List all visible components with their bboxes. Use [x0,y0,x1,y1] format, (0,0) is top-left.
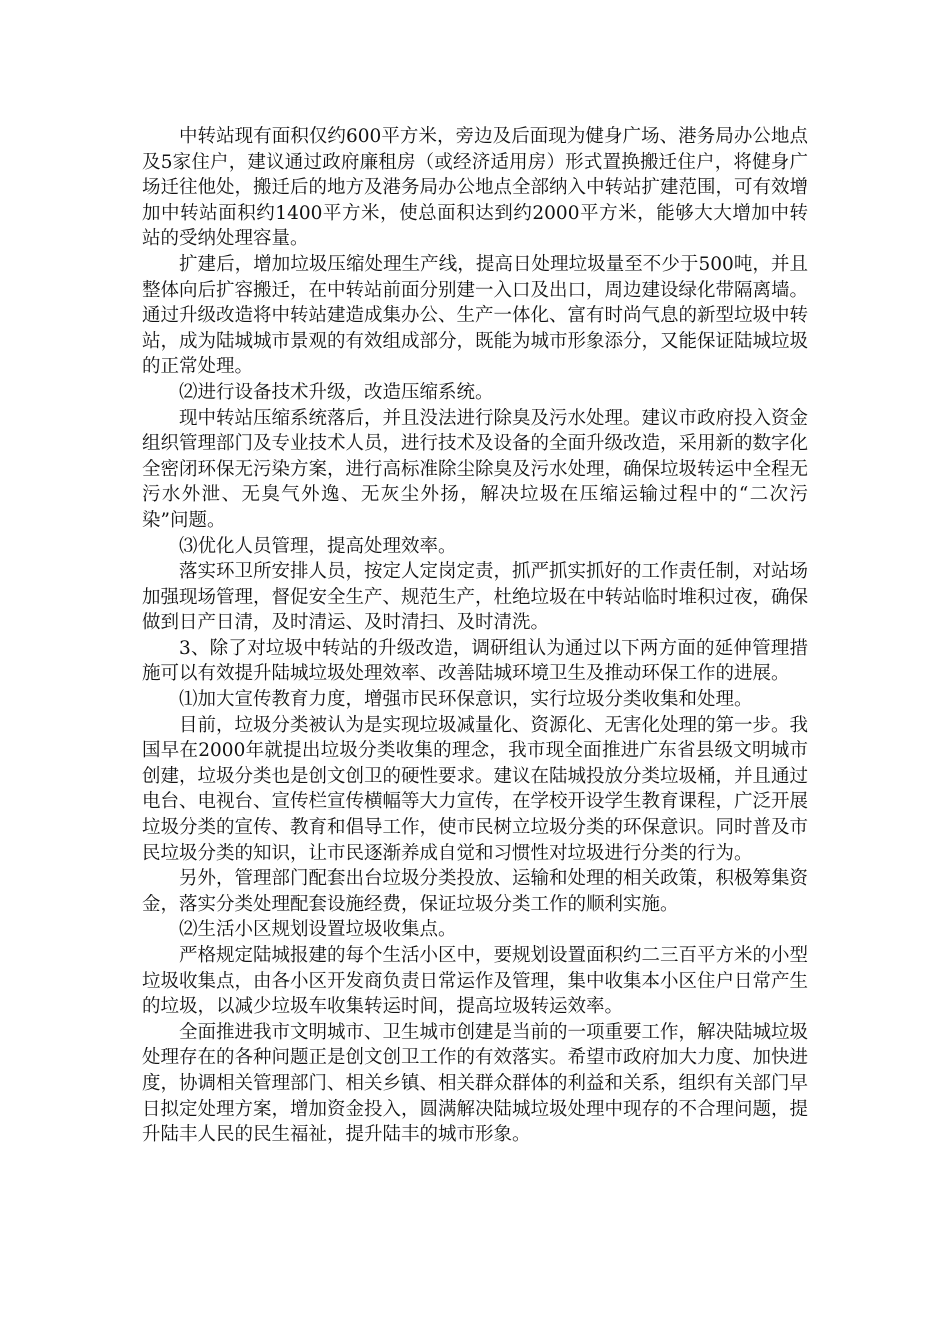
paragraph-policy-funding: 另外，管理部门配套出台垃圾分类投放、运输和处理的相关政策，积极筹集资金，落实分类处理配套设施经费，保证垃圾分类工作的顺利实施。 [142,868,809,915]
paragraph-collection-points: 严格规定陆城报建的每个生活小区中，要规划设置面积约二三百平方米的小型垃圾收集点，由各小区开发商负责日常运作及管理，集中收集本小区住户日常产生的垃圾，以减少垃圾车收集转运时间，提高垃圾转运效率。 [142,945,809,1018]
paragraph-heading-publicity: ⑴加大宣传教育力度，增强市民环保意识，实行垃圾分类收集和处理。 [179,689,753,711]
paragraph-conclusion: 全面推进我市文明城市、卫生城市创建是当前的一项重要工作，解决陆城垃圾处理存在的各种问题正是创文创卫工作的有效落实。希望市政府加大力度、加快进度，协调相关管理部门、相关乡镇、相关群众群体的利益和关系，组织有关部门早日拟定处理方案，增加资金投入，圆满解决陆城垃圾处理中现存的不合理问题，提升陆丰人民的民生福祉，提升陆丰的城市形象。 [142,1021,809,1146]
paragraph-heading-equipment-upgrade: ⑵进行设备技术升级，改造压缩系统。 [179,381,494,403]
paragraph-station-area: 中转站现有面积仅约600平方米，旁边及后面现为健身广场、港务局办公地点及5家住户，建议通过政府廉租房（或经济适用房）形式置换搬迁住户，将健身广场迁往他处，搬迁后的地方及港务局办公地点全部纳入中转站扩建范围，可有效增加中转站面积约1400平方米，使总面积达到约2000平方米，能够大大增加中转站的受纳处理容量。 [142,126,809,250]
paragraph-staff-responsibility: 落实环卫所安排人员，按定人定岗定责，抓严抓实抓好的工作责任制，对站场加强现场管理，督促安全生产、规范生产，杜绝垃圾在中转站临时堆积过夜，确保做到日产日清，及时清运、及时清扫、及时清洗。 [142,561,809,634]
paragraph-compression-system: 现中转站压缩系统落后，并且没法进行除臭及污水处理。建议市政府投入资金组织管理部门及专业技术人员，进行技术及设备的全面升级改造，采用新的数字化全密闭环保无污染方案，进行高标准除尘除臭及污水处理，确保垃圾转运中全程无污水外泄、无臭气外逸、无灰尘外扬，解决垃圾在压缩运输过程中的“二次污染”问题。 [142,407,809,531]
paragraph-expansion: 扩建后，增加垃圾压缩处理生产线，提高日处理垃圾量至不少于500吨，并且整体向后扩容搬迁，在中转站前面分别建一入口及出口，周边建设绿化带隔离墙。通过升级改造将中转站建造成集办公、生产一体化、富有时尚气息的新型垃圾中转站，成为陆城城市景观的有效组成部分，既能为城市形象添分，又能保证陆城垃圾的正常处理。 [142,253,809,378]
paragraph-extended-measures: 3、除了对垃圾中转站的升级改造，调研组认为通过以下两方面的延伸管理措施可以有效提升陆城垃圾处理效率、改善陆城环境卫生及推动环保工作的进展。 [142,637,808,685]
paragraph-heading-collection-points: ⑵生活小区规划设置垃圾收集点。 [179,919,457,941]
paragraph-waste-sorting: 目前，垃圾分类被认为是实现垃圾减量化、资源化、无害化处理的第一步。我国早在2000年就提出垃圾分类收集的理念，我市现全面推进广东省县级文明城市创建，垃圾分类也是创文创卫的硬性要求。建议在陆城投放分类垃圾桶，并且通过电台、电视台、宣传栏宣传横幅等大力宣传，在学校开设学生教育课程，广泛开展垃圾分类的宣传、教育和倡导工作，使市民树立垃圾分类的环保意识。同时普及市民垃圾分类的知识，让市民逐渐养成自觉和习惯性对垃圾进行分类的行为。 [142,714,809,864]
document-body [142,124,808,1148]
paragraph-heading-staff-management: ⑶优化人员管理，提高处理效率。 [179,535,457,557]
